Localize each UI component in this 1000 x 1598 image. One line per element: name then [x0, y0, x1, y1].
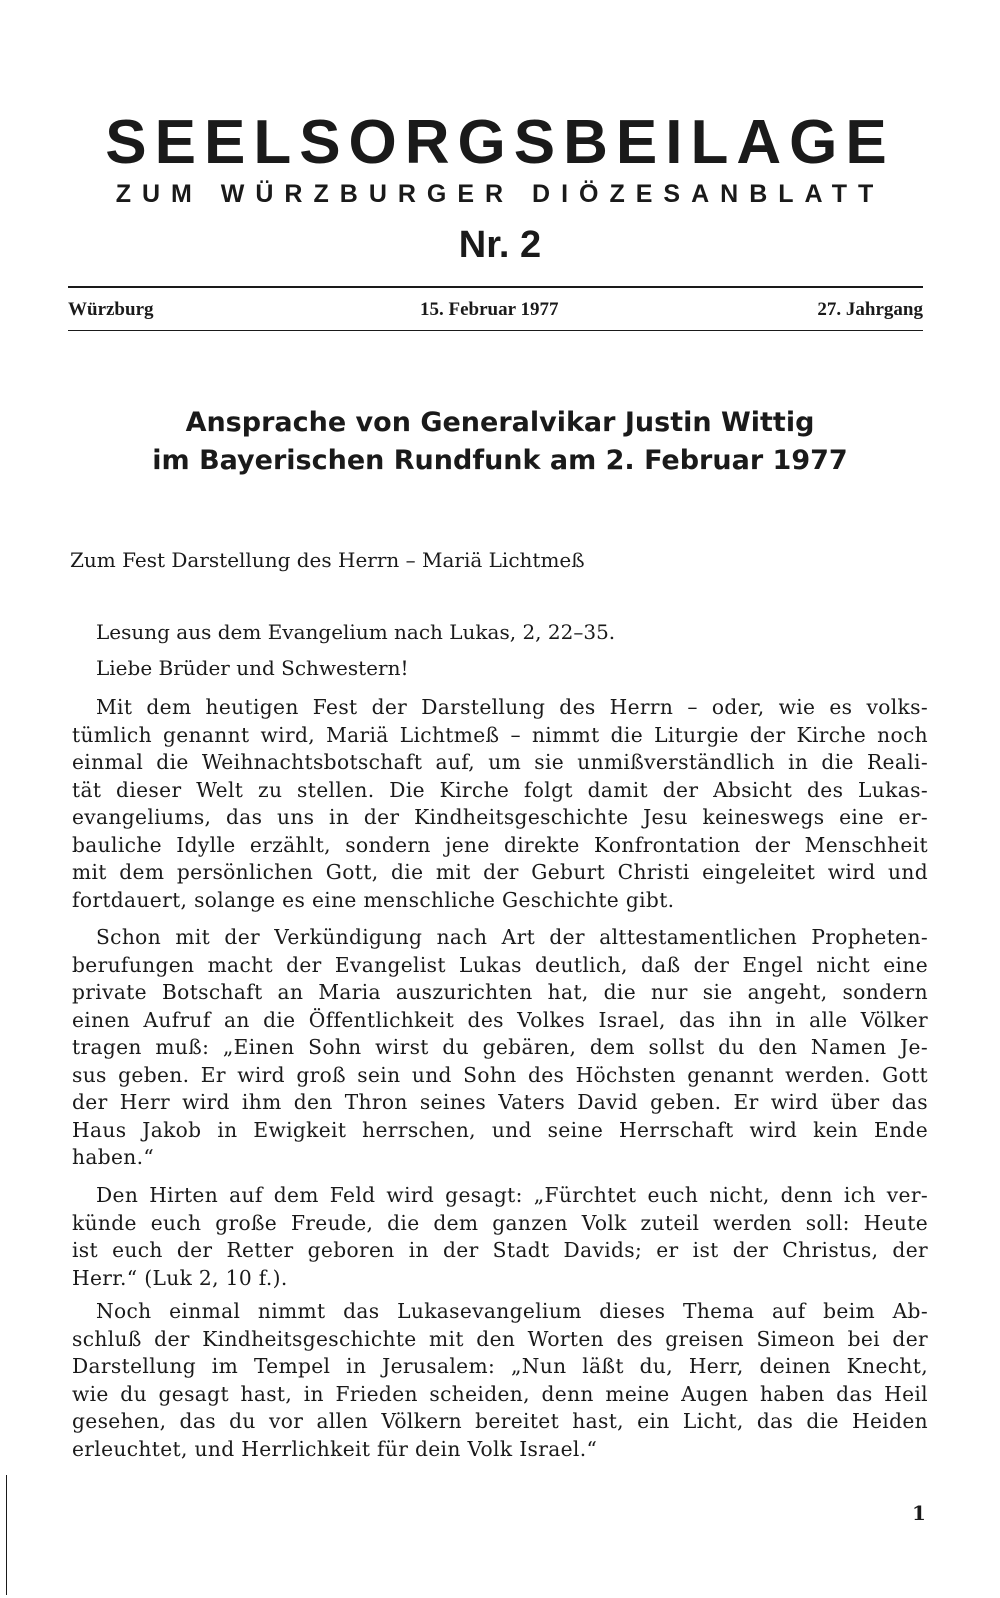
paragraph-2 — [72, 924, 928, 1172]
text-line: evangeliums, das uns in der Kindheitsgeschichte Jesu keineswegs eine er- — [72, 805, 928, 829]
salutation: Liebe Brüder und Schwestern! — [96, 656, 409, 680]
text-line: gesehen, das du vor allen Völkern bereitet hast, ein Licht, das die Heiden — [72, 1409, 928, 1433]
text-line: ist euch der Retter geboren in der Stadt Davids; er ist der Christus, der — [72, 1238, 928, 1262]
masthead-subtitle: ZUM WÜRZBURGER DIÖZESANBLATT — [115, 180, 885, 208]
text-line: tümlich genannt wird, Mariä Lichtmeß – nimmt die Liturgie der Kirche noch — [72, 722, 928, 747]
dateline — [68, 296, 923, 324]
headline-line-1: Ansprache von Generalvikar Justin Wittig — [185, 407, 815, 438]
text-line: private Botschaft an Maria auszurichten hat, die nur sie angeht, sondern — [72, 980, 928, 1004]
text-line: Darstellung im Tempel in Jerusalem: „Nun läßt du, Herr, deinen Knecht, — [72, 1354, 928, 1378]
scan-edge-mark — [6, 1475, 7, 1595]
paragraph-3 — [72, 1182, 928, 1292]
text-line: einen Aufruf an die Öffentlichkeit des Volkes Israel, das ihn in alle Völker — [72, 1007, 928, 1032]
dateline-date: 15. Februar 1977 — [420, 299, 559, 320]
article-intro: Zum Fest Darstellung des Herrn – Mariä Lichtmeß — [70, 548, 585, 572]
text-line: Haus Jakob in Ewigkeit herrschen, und seine Herrschaft wird kein Ende — [72, 1117, 928, 1142]
dateline-volume: 27. Jahrgang — [817, 299, 923, 320]
article-headline — [0, 404, 1000, 480]
text-line: einmal die Weihnachtsbotschaft auf, um sie unmißverständlich in die Reali- — [72, 750, 928, 774]
text-line: sus geben. Er wird groß sein und Sohn des Höchsten genannt werden. Gott — [72, 1062, 928, 1087]
text-line: wie du gesagt hast, in Frieden scheiden, denn meine Augen haben das Heil — [72, 1381, 928, 1406]
text-line: Mit dem heutigen Fest der Darstellung des Herrn – oder, wie es volks- — [96, 695, 928, 719]
headline-line-2: im Bayerischen Rundfunk am 2. Februar 1977 — [152, 445, 848, 476]
text-line: berufungen macht der Evangelist Lukas deutlich, daß der Engel nicht eine — [72, 952, 928, 977]
text-line: schluß der Kindheitsgeschichte mit den Worten des greisen Simeon bei der — [72, 1326, 928, 1351]
page-number: 1 — [912, 1501, 926, 1525]
text-line: Noch einmal nimmt das Lukasevangelium dieses Thema auf beim Ab- — [96, 1299, 928, 1323]
masthead-title: SEELSORGSBEILAGE — [105, 108, 895, 177]
text-line: der Herr wird ihm den Thron seines Vaters David geben. Er wird über das — [72, 1090, 928, 1114]
text-line: mit dem persönlichen Gott, die mit der Geburt Christi eingeleitet wird und — [72, 860, 928, 884]
text-line: erleuchtet, und Herrlichkeit für dein Volk Israel.“ — [72, 1436, 598, 1461]
text-line: Herr.“ (Luk 2, 10 f.). — [72, 1265, 288, 1290]
paragraph-4 — [72, 1298, 928, 1463]
text-line: künde euch große Freude, die dem ganzen Volk zuteil werden soll: Heute — [72, 1210, 928, 1235]
paragraph-1 — [72, 694, 928, 914]
text-line: Den Hirten auf dem Feld wird gesagt: „Fürchtet euch nicht, denn ich ver- — [96, 1183, 928, 1207]
header-rule-top — [68, 286, 923, 288]
text-line: haben.“ — [72, 1145, 155, 1169]
text-line: bauliche Idylle erzählt, sondern jene direkte Konfrontation der Menschheit — [72, 832, 928, 857]
gospel-reading-reference: Lesung aus dem Evangelium nach Lukas, 2, 22–35. — [96, 620, 616, 644]
issue-number: Nr. 2 — [458, 224, 542, 266]
dateline-place: Würzburg — [68, 299, 154, 320]
text-line: tät dieser Welt zu stellen. Die Kirche folgt damit der Absicht des Lukas- — [72, 777, 928, 802]
text-line: Schon mit der Verkündigung nach Art der alttestamentlichen Propheten- — [96, 925, 928, 949]
text-line: tragen muß: „Einen Sohn wirst du gebären, dem sollst du den Namen Je- — [72, 1035, 928, 1059]
text-line: fortdauert, solange es eine menschliche Geschichte gibt. — [72, 887, 675, 912]
header-rule-bottom — [68, 330, 923, 331]
